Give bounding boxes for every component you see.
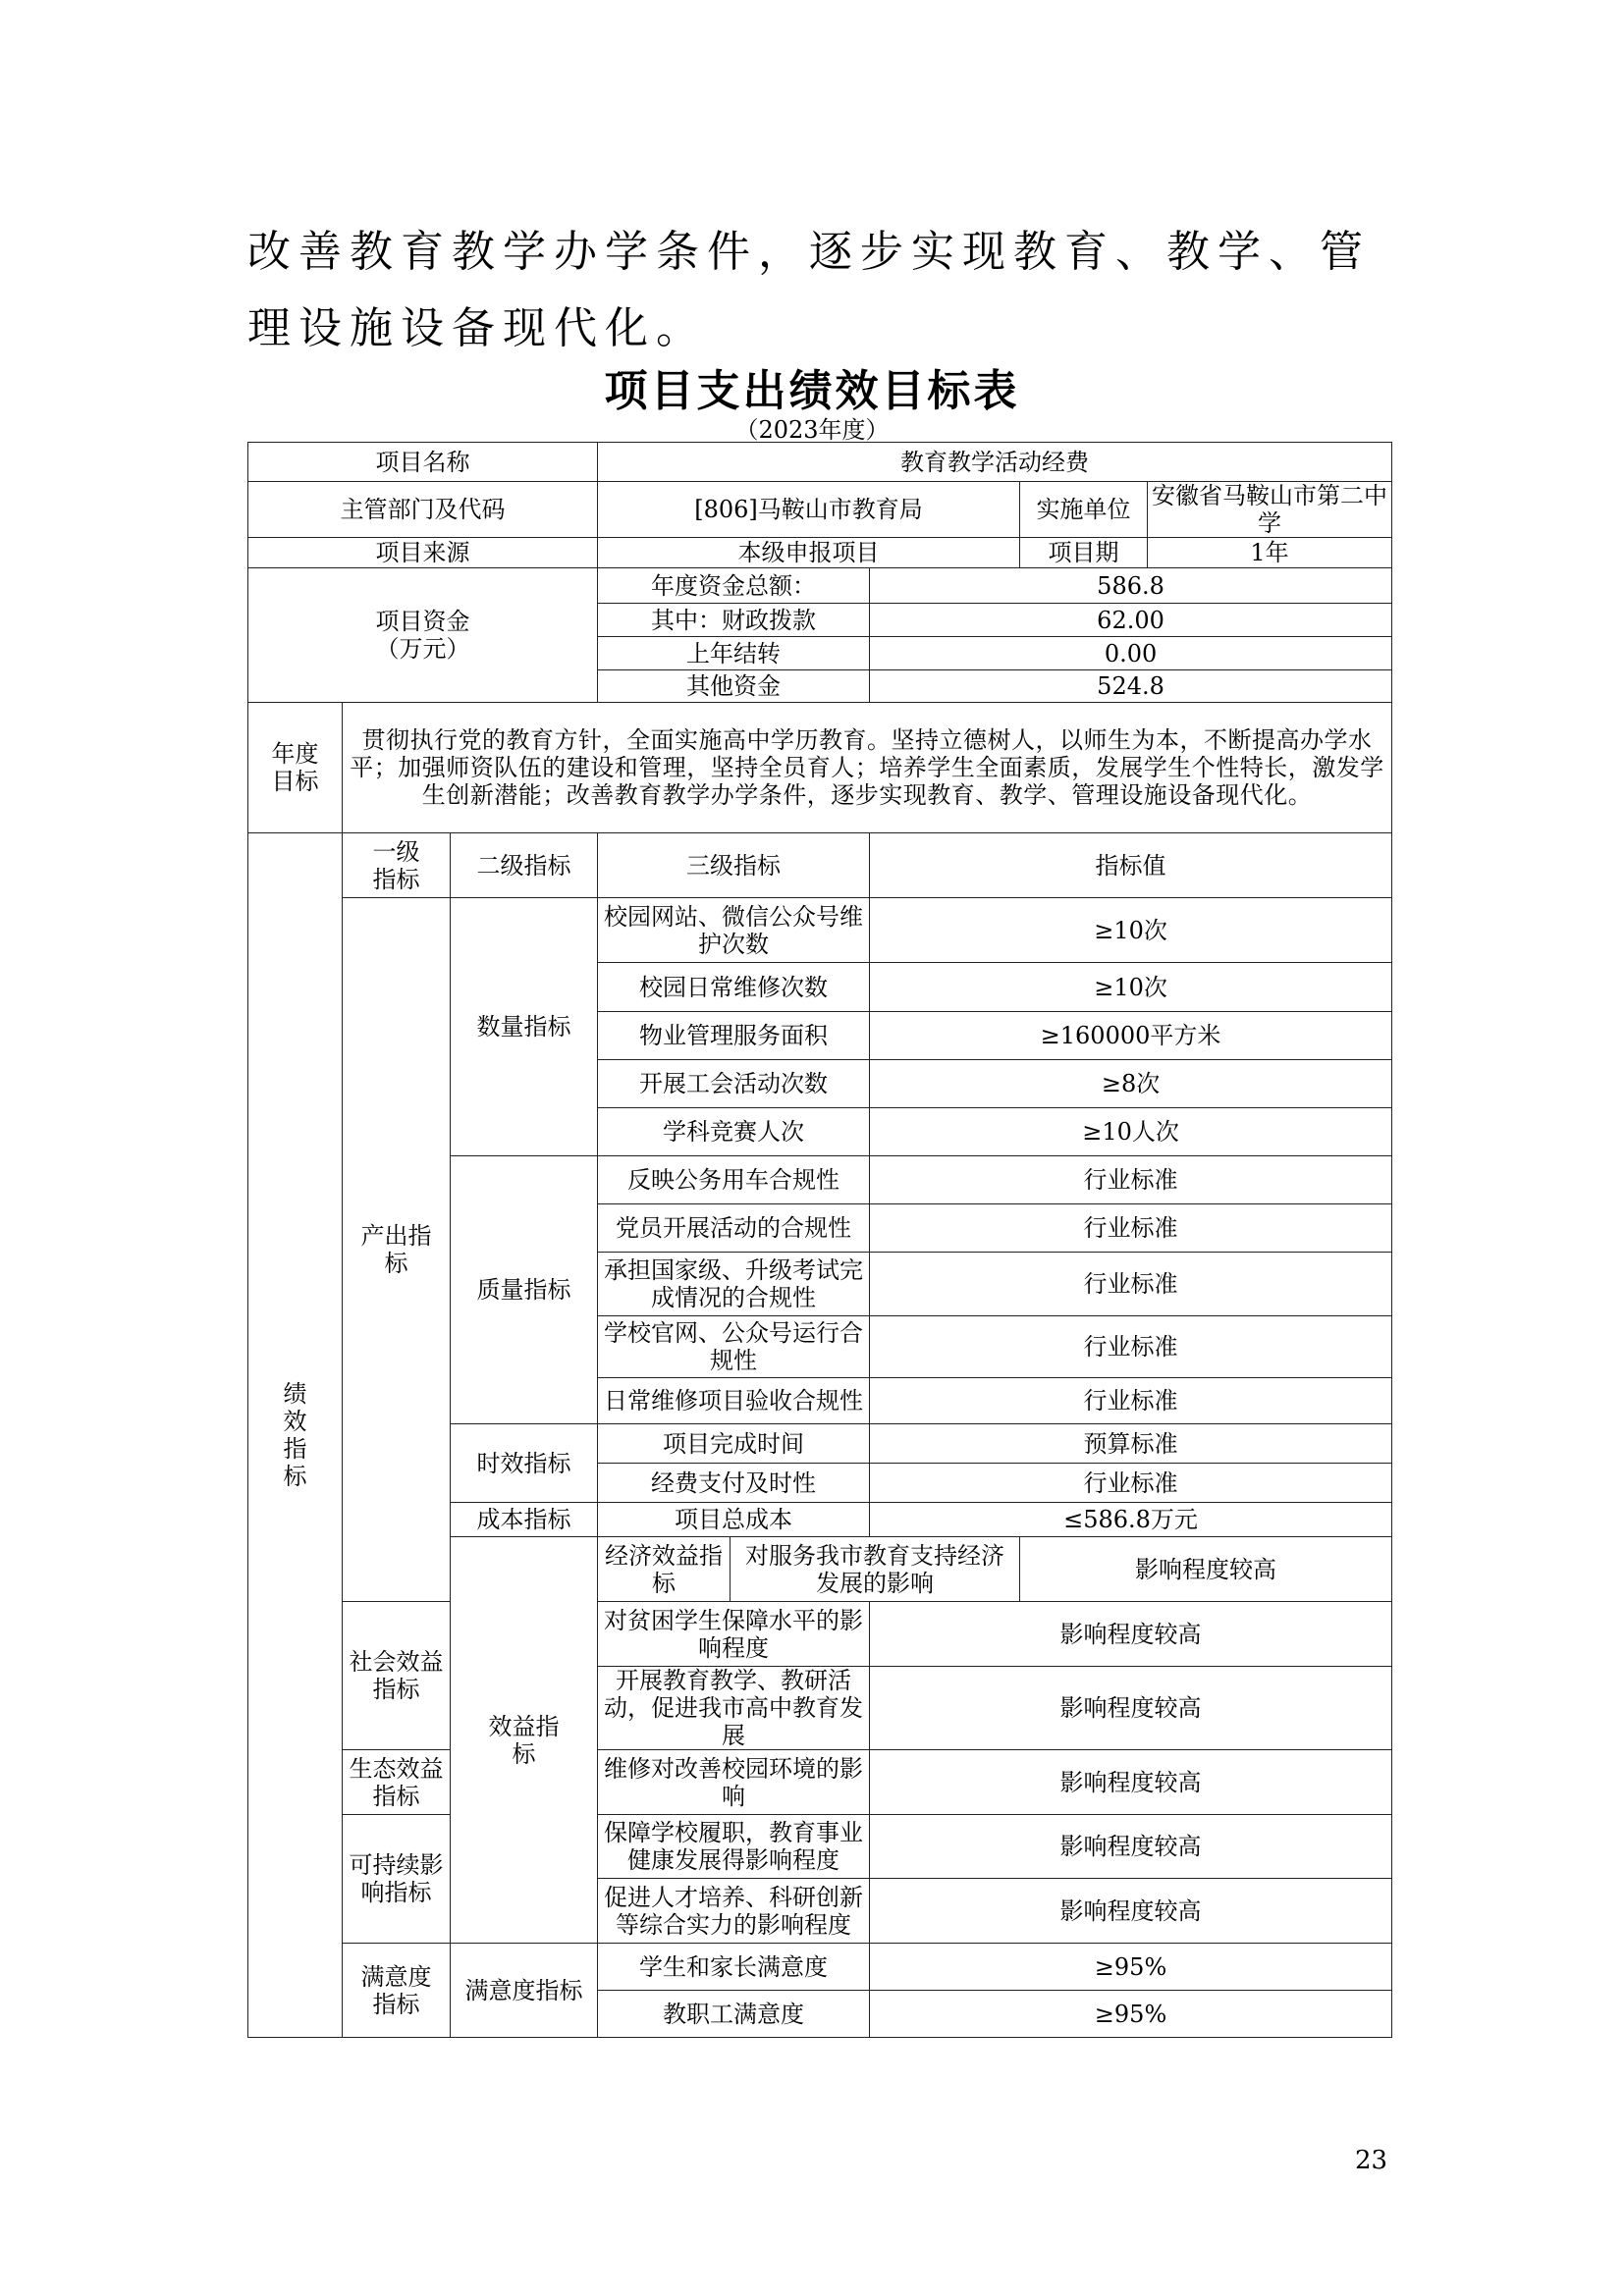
indicator-name: 经费支付及时性 xyxy=(598,1464,870,1503)
indicator-name: 保障学校履职，教育事业健康发展得影响程度 xyxy=(598,1815,870,1879)
funds-fiscal-label: 其中：财政拨款 xyxy=(598,604,870,637)
funds-label-line2: （万元） xyxy=(375,635,470,663)
indicator-value: 行业标准 xyxy=(870,1316,1392,1378)
indicator-name: 反映公务用车合规性 xyxy=(598,1156,870,1204)
indicator-name: 学科竞赛人次 xyxy=(598,1108,870,1156)
funds-label-line1: 项目资金 xyxy=(375,608,470,635)
quantity-label: 数量指标 xyxy=(451,898,598,1156)
impl-unit-value: 安徽省马鞍山市第二中学 xyxy=(1148,482,1392,538)
header-level1 xyxy=(343,833,451,898)
dept-value: [806]马鞍山市教育局 xyxy=(598,482,1020,538)
indicator-value: ≥8次 xyxy=(870,1060,1392,1108)
indicator-value: ≥95% xyxy=(870,1944,1392,1991)
indicator-value: ≥10人次 xyxy=(870,1108,1392,1156)
header-value: 指标值 xyxy=(870,833,1392,898)
indicator-name: 承担国家级、升级考试完成情况的合规性 xyxy=(598,1253,870,1316)
side-char: 绩 xyxy=(283,1380,307,1408)
annual-goal-label xyxy=(248,703,343,833)
indicator-name: 开展教育教学、教研活动，促进我市高中教育发展 xyxy=(598,1667,870,1750)
indicator-value: 行业标准 xyxy=(870,1464,1392,1503)
indicator-name: 校园日常维修次数 xyxy=(598,963,870,1012)
indicator-name: 项目总成本 xyxy=(598,1503,870,1537)
funds-other-value: 524.8 xyxy=(870,670,1392,703)
output-label-line1: 产出指 xyxy=(360,1222,432,1250)
indicator-name: 学生和家长满意度 xyxy=(598,1944,870,1991)
indicator-value: ≥95% xyxy=(870,1991,1392,2038)
side-char: 标 xyxy=(283,1463,307,1490)
table-row xyxy=(248,1815,1392,1879)
row-funds-total xyxy=(248,568,1392,604)
indicator-name: 校园网站、微信公众号维护次数 xyxy=(598,898,870,963)
satisfaction-level2-label: 满意度指标 xyxy=(451,1944,598,2038)
source-value: 本级申报项目 xyxy=(598,538,1020,568)
annual-goal-label-line1: 年度 xyxy=(271,740,319,768)
indicator-value: ≤586.8万元 xyxy=(870,1503,1392,1537)
project-name-label: 项目名称 xyxy=(248,443,598,482)
funds-fiscal-value: 62.00 xyxy=(870,604,1392,637)
indicator-value: 预算标准 xyxy=(870,1424,1392,1464)
indicator-name: 对服务我市教育支持经济发展的影响 xyxy=(731,1537,1020,1602)
indicator-value: ≥160000平方米 xyxy=(870,1012,1392,1060)
indicator-value: 行业标准 xyxy=(870,1253,1392,1316)
page-number: 23 xyxy=(1355,2146,1388,2175)
period-value: 1年 xyxy=(1148,538,1392,568)
indicator-name: 党员开展活动的合规性 xyxy=(598,1204,870,1253)
funds-carryover-value: 0.00 xyxy=(870,637,1392,670)
table-row xyxy=(248,898,1392,963)
funds-other-label: 其他资金 xyxy=(598,670,870,703)
header-level3: 三级指标 xyxy=(598,833,870,898)
row-annual-goal xyxy=(248,703,1392,833)
funds-total-label: 年度资金总额： xyxy=(598,568,870,604)
indicator-name: 促进人才培养、科研创新等综合实力的影响程度 xyxy=(598,1879,870,1944)
benefit-label-line1: 效益指 xyxy=(488,1712,560,1740)
economic-label: 经济效益指标 xyxy=(598,1537,731,1602)
indicator-name: 对贫困学生保障水平的影响程度 xyxy=(598,1602,870,1667)
indicator-name: 物业管理服务面积 xyxy=(598,1012,870,1060)
indicator-name: 项目完成时间 xyxy=(598,1424,870,1464)
row-source xyxy=(248,538,1392,568)
indicator-value: 影响程度较高 xyxy=(870,1879,1392,1944)
eco-label: 生态效益指标 xyxy=(343,1750,451,1815)
indicator-value: 影响程度较高 xyxy=(1020,1537,1392,1602)
table-row xyxy=(248,1750,1392,1815)
timeliness-label: 时效指标 xyxy=(451,1424,598,1503)
annual-goal-label-line2: 目标 xyxy=(271,768,319,795)
table-row xyxy=(248,1944,1392,1991)
indicator-value: 影响程度较高 xyxy=(870,1602,1392,1667)
indicator-value: 影响程度较高 xyxy=(870,1815,1392,1879)
performance-table xyxy=(247,442,1392,2038)
page-subtitle: （2023年度） xyxy=(734,416,890,444)
funds-label xyxy=(248,568,598,703)
annual-goal-text: 贯彻执行党的教育方针，全面实施高中学历教育。坚持立德树人，以师生为本，不断提高办学水平；加强师资队伍的建设和管理，坚持全员育人；培养学生全面素质，发展学生个性特长，激发学生创新潜能；改善教育教学办学条件，逐步实现教育、教学、管理设施设备现代化。 xyxy=(343,703,1392,833)
row-project-name xyxy=(248,443,1392,482)
indicator-name: 开展工会活动次数 xyxy=(598,1060,870,1108)
indicator-name: 教职工满意度 xyxy=(598,1991,870,2038)
output-label xyxy=(343,898,451,1602)
indicator-value: 影响程度较高 xyxy=(870,1667,1392,1750)
indicator-value: 行业标准 xyxy=(870,1156,1392,1204)
header-level1-line2: 指标 xyxy=(372,865,420,893)
output-label-line2: 标 xyxy=(384,1250,408,1277)
funds-carryover-label: 上年结转 xyxy=(598,637,870,670)
page-title: 项目支出绩效目标表 xyxy=(604,366,1020,416)
source-label: 项目来源 xyxy=(248,538,598,568)
intro-paragraph: 改善教育教学办学条件，逐步实现教育、教学、管理设施设备现代化。 xyxy=(247,227,1371,353)
indicator-value: ≥10次 xyxy=(870,963,1392,1012)
project-name-value: 教育教学活动经费 xyxy=(598,443,1392,482)
satisfaction-label xyxy=(343,1944,451,2038)
row-indicator-header xyxy=(248,833,1392,898)
cost-label: 成本指标 xyxy=(451,1503,598,1537)
period-label: 项目期 xyxy=(1020,538,1148,568)
impl-unit-label: 实施单位 xyxy=(1020,482,1148,538)
side-char: 效 xyxy=(283,1408,307,1435)
header-level2: 二级指标 xyxy=(451,833,598,898)
social-label: 社会效益指标 xyxy=(343,1602,451,1750)
indicator-name: 日常维修项目验收合规性 xyxy=(598,1378,870,1424)
funds-total-value: 586.8 xyxy=(870,568,1392,604)
side-char: 指 xyxy=(283,1435,307,1463)
indicator-value: 行业标准 xyxy=(870,1378,1392,1424)
sustain-label: 可持续影响指标 xyxy=(343,1815,451,1944)
benefit-label-line2: 标 xyxy=(512,1739,536,1768)
table-row xyxy=(248,1602,1392,1667)
quality-label: 质量指标 xyxy=(451,1156,598,1424)
indicator-value: ≥10次 xyxy=(870,898,1392,963)
performance-side-label xyxy=(248,833,343,2038)
indicator-value: 行业标准 xyxy=(870,1204,1392,1253)
indicator-value: 影响程度较高 xyxy=(870,1750,1392,1815)
dept-label: 主管部门及代码 xyxy=(248,482,598,538)
row-department xyxy=(248,482,1392,538)
indicator-name: 学校官网、公众号运行合规性 xyxy=(598,1316,870,1378)
satisfaction-label-line1: 满意度 xyxy=(360,1962,432,1991)
benefit-label xyxy=(451,1537,598,1944)
satisfaction-label-line2: 指标 xyxy=(372,1990,420,2018)
header-level1-line1: 一级 xyxy=(372,837,420,866)
indicator-name: 维修对改善校园环境的影响 xyxy=(598,1750,870,1815)
